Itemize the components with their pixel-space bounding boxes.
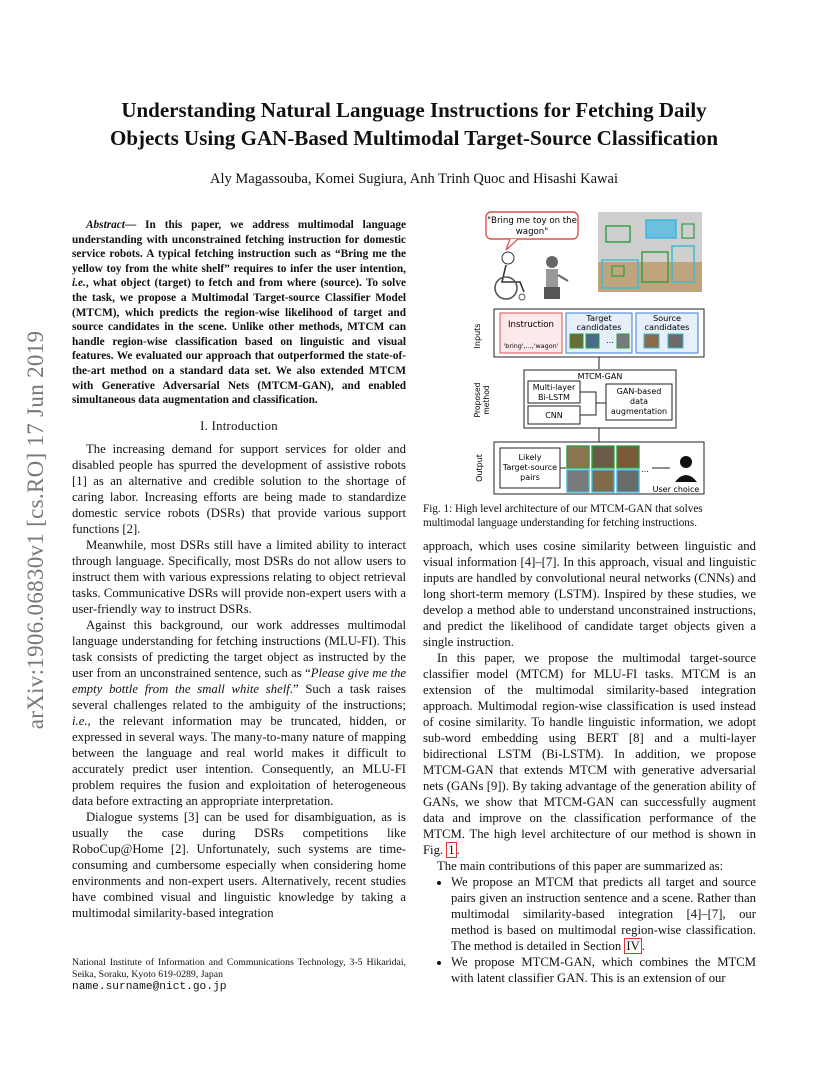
right-p2-text: In this paper, we propose the multimodal target-source classifier model (MTCM) for MLU-FI tasks. MTCM is an extension of the multimodal similarity-based integration approach. Multimodal region-wise classification is used instead of cosine similarity. To handle linguistic information, we adopt sub-word embedding using BERT [8] and a multi-layer bidirectional LSTM (Bi-LSTM). In addition, we propose MTCM-GAN that extends MTCM with generative adversarial nets (GANs [9]). By taking advantage of the generation ability of GANs, we show that MTCM-GAN can successfully augment data and improve on the classification performance of the MTCM. The high level architecture of our method is shown in Fig. <box>423 651 756 857</box>
pairs-line-3: pairs <box>520 473 540 482</box>
footnote-email: name.surname@nict.go.jp <box>72 981 227 993</box>
intro-body <box>72 441 406 921</box>
section-heading: I. Introduction <box>200 419 278 433</box>
proposed-label-1: Proposed <box>473 382 482 418</box>
fig-reference-link[interactable]: 1 <box>448 843 455 857</box>
instruction-label: Instruction <box>508 320 554 330</box>
proposed-label-2: method <box>482 385 491 415</box>
abstract-text-1: — In this paper, we address multimodal language understanding with unconstrained fetching instruction for domestic service robots. A typical fetching instruction such as “Bring me the yellow toy from the white shelf” requires to infer the user intention, <box>72 219 406 275</box>
ellipsis: … <box>606 336 614 345</box>
bullet1-text: We propose an MTCM that predicts all target and source pairs given an instruction sentence and a scene. Rather than multimodal similarity-based integration [4]–[7], our method is based on multimodal region-wise classification. The method is detailed in Section <box>451 875 756 953</box>
right-column-body <box>423 538 756 986</box>
target-crop-2 <box>586 334 599 348</box>
intro-paragraph-3 <box>72 617 406 809</box>
right-paragraph-2 <box>423 650 756 858</box>
p3-text-c: , the relevant information may be truncated, hidden, or expressed in several ways. The many-to-many nature of mapping between the language and real world makes it difficult to accurately predict user intention. Consequently, an MLU-FI problem requires the fusion and exploitation of heterogeneous data before extracting an appropriate interpretation. <box>72 714 406 808</box>
section-reference-link[interactable]: IV <box>626 939 640 953</box>
contributions-list <box>423 874 756 986</box>
arxiv-stamp: arXiv:1906.06830v1 [cs.RO] 17 Jun 2019 <box>23 330 48 730</box>
authors: Aly Magassouba, Komei Sugiura, Anh Trinh Quoc and Hisashi Kawai <box>210 171 618 187</box>
room-scene-image <box>598 212 702 292</box>
abstract-label: Abstract <box>86 219 125 231</box>
gan-aug-line-2: data <box>629 397 649 406</box>
output-pair-thumbnails <box>567 446 649 492</box>
source-crop-2 <box>668 334 683 348</box>
svg-text:…: … <box>641 465 649 474</box>
figure-architecture <box>472 210 708 498</box>
abstract <box>72 218 406 408</box>
target-candidates-line-1: Target <box>586 313 612 323</box>
title-line-1: Understanding Natural Language Instructions for Fetching Daily <box>121 98 707 122</box>
gan-aug-line-1: GAN-based <box>616 387 662 396</box>
instruction-tokens: 'bring',...,'wagon' <box>503 342 559 350</box>
output-label: Output <box>475 454 484 482</box>
caption-text: High level architecture of our MTCM-GAN that solves multimodal language understanding for fetching instructions. <box>423 503 703 529</box>
inputs-label: Inputs <box>473 323 482 349</box>
p3-text-b: .” Such a task raises several challenges related to the ambiguity of the instructions; <box>72 682 406 712</box>
footnote-affiliation: National Institute of Information and Communications Technology, 3-5 Hikaridai, Seika, Soraku, Kyoto 619-0289, Japan <box>72 957 406 980</box>
p3-quote: Please give me the empty bottle from the small white shelf <box>72 666 406 696</box>
figure-caption <box>423 503 756 530</box>
speech-line-1: "Bring me toy on the <box>487 216 577 226</box>
target-candidates-line-2: candidates <box>576 322 622 332</box>
robot-icon <box>544 256 568 299</box>
contribution-item-2: • We propose MTCM-GAN, which combines the MTCM with latent classifier GAN. This is an extension of our <box>451 954 756 986</box>
right-paragraph-1: approach, which uses cosine similarity between linguistic and visual information [4]–[7]. In this approach, visual and linguistic inputs are handled by convolutional neural networks (CNNs) and long short-term memory (LSTM). Inspired by these studies, we develop a method able to understand unconstrained instructions, and predict the likelihood of candidate target objects given a single instruction. <box>423 539 756 649</box>
title-line-2: Objects Using GAN-Based Multimodal Target-Source Classification <box>109 126 719 150</box>
source-crop-1 <box>644 334 659 348</box>
bilstm-line-2: Bi-LSTM <box>538 393 570 402</box>
abstract-ie: i.e. <box>72 277 86 290</box>
intro-paragraph-1: The increasing demand for support services for older and disabled people has spurred the development of assistive robots [1] as an alternative and credible solution to the shortage of caring labor. Increasing efforts are being made to standardize domestic service robots (DSRs) that provide various support functions [2]. <box>72 442 406 536</box>
bilstm-line-1: Multi-layer <box>532 383 576 392</box>
intro-paragraph-2: Meanwhile, most DSRs still have a limited ability to interact through language. Specifically, most DSRs do not allow users to instruct them with various expressions relating to object retrieval tasks. Communicative DSRs will provide non-expert users with a user-friendly way to instruct DSRs. <box>72 538 406 616</box>
right-paragraph-3: The main contributions of this paper are summarized as: <box>437 859 724 873</box>
mtcm-gan-label: MTCM-GAN <box>577 372 623 381</box>
target-crop-1 <box>570 334 583 348</box>
source-candidates-line-2: candidates <box>644 322 690 332</box>
pairs-line-2: Target-source <box>502 463 558 472</box>
arxiv-stamp-wrap <box>12 290 60 770</box>
intro-paragraph-4: Dialogue systems [3] can be used for disambiguation, as is usually the case during DSRs competitions like RoboCup@Home [2]. Unfortunately, such systems are time-consuming and cumbersome especially when considering home environments and non-expert users. Alternatively, recent studies have combined visual and linguistic knowledge by taking a multimodal similarity-based integration <box>72 810 406 920</box>
cnn-label: CNN <box>545 411 563 420</box>
contribution-item-1 <box>451 874 756 954</box>
caption-label: Fig. 1: <box>423 503 453 515</box>
abstract-text-2: , what object (target) to fetch and from where (source). To solve the task, we propose a Multimodal Target-source Classifier Model (MTCM), which predicts the region-wise likelihood of target and source candidates in the scene. Unlike other methods, MTCM can handle region-wise classification based on linguistic and visual features. We evaluated our approach that outperformed the state-of-the-art method on a standard data set. We also extended MTCM with Generative Adversarial Nets (MTCM-GAN), and enabled simultaneous data augmentation and classification. <box>72 277 406 407</box>
p3-ie: i.e. <box>72 714 88 728</box>
fusion-lines <box>580 392 596 415</box>
paper-title <box>80 96 748 152</box>
user-icon <box>675 456 697 482</box>
gan-aug-line-3: augmentation <box>610 407 668 416</box>
p3-text-a: Against this background, our work addresses multimodal language understanding for fetching instructions (MLU-FI). This task consists of predicting the target object as instructed by the user from an unconstrained sentence, such as “ <box>72 618 406 680</box>
speech-line-2: wagon" <box>515 227 549 237</box>
user-choice-label: User choice <box>652 485 700 494</box>
speech-tail <box>506 239 518 250</box>
source-candidates-line-1: Source <box>652 313 682 323</box>
pairs-line-1: Likely <box>518 453 542 462</box>
right-p2-end: . <box>456 843 460 857</box>
wheelchair-user-icon <box>495 252 525 300</box>
target-crop-3 <box>617 334 629 348</box>
bullet1-end: . <box>641 939 645 953</box>
footnote <box>72 957 406 993</box>
